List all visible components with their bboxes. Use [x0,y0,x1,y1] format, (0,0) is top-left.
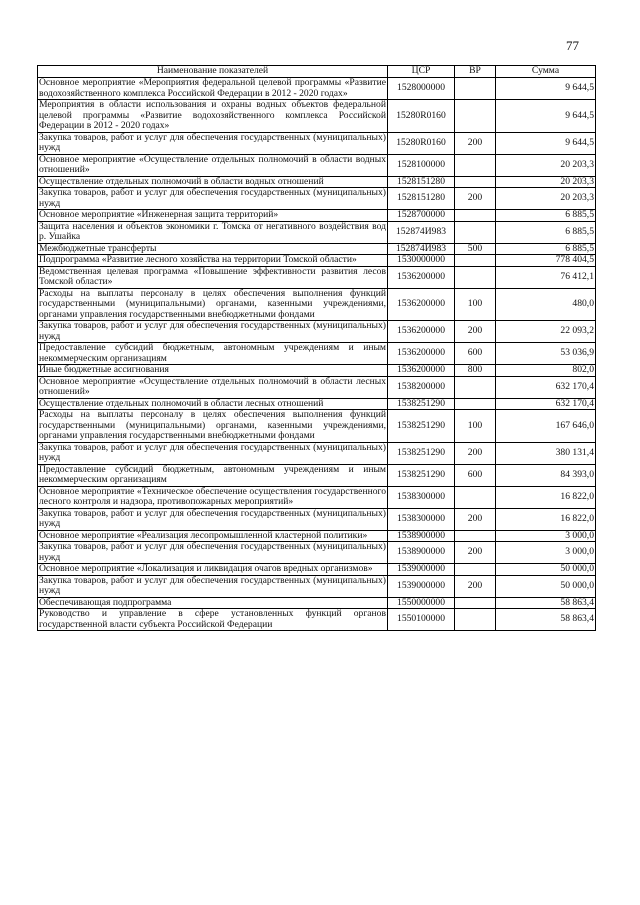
cell-sum: 632 170,4 [496,398,596,410]
cell-csr: 1528151280 [388,176,455,188]
cell-name: Расходы на выплаты персоналу в целях обеспечения выполнения функций государственными (муниципальными) органами, казенными учреждениями, органами управления государственными внебюджетными фондами [39,409,386,441]
cell-sum: 802,0 [496,365,596,377]
cell-csr: 1550000000 [388,597,455,609]
cell-name: Закупка товаров, работ и услуг для обеспечения государственных (муниципальных) нужд [39,541,386,563]
cell-vr [455,221,496,243]
header-sum: Сумма [496,66,596,78]
cell-csr: 1536200000 [388,288,455,321]
table-row [38,376,596,398]
cell-sum: 480,0 [496,288,596,321]
header-name: Наименование показателей [38,66,388,78]
table-row [38,188,596,210]
cell-sum: 16 822,0 [496,486,596,508]
cell-name: Основное мероприятие «Техническое обеспечение осуществления государственного лесного контроля и надзора, противопожарных мероприятий» [39,485,386,507]
cell-name: Основное мероприятие «Локализация и ликвидация очагов вредных организмов» [38,564,388,576]
cell-csr: 1539000000 [388,564,455,576]
table-row [38,365,596,377]
table-row [38,410,596,443]
cell-vr: 800 [455,365,496,377]
cell-name: Расходы на выплаты персоналу в целях обеспечения выполнения функций государственными (муниципальными) органами, казенными учреждениями, органами управления государственными внебюджетными фондами [39,287,386,320]
cell-vr: 200 [455,188,496,210]
cell-vr [455,154,496,176]
cell-vr [455,564,496,576]
cell-sum: 6 885,5 [496,221,596,243]
table-row [38,321,596,343]
cell-sum: 9 644,5 [496,132,596,154]
table-row [38,442,596,464]
table-row [38,530,596,542]
cell-csr: 1536200000 [388,343,455,365]
cell-csr: 1538251290 [388,464,455,486]
cell-csr: 1538251290 [388,398,455,410]
cell-csr: 1528100000 [388,154,455,176]
cell-name: Осуществление отдельных полномочий в области водных отношений [38,176,388,188]
header-csr: ЦСР [388,66,455,78]
cell-vr [455,376,496,398]
cell-vr [455,78,496,100]
table-row [38,100,596,133]
cell-vr [455,100,496,133]
table-row [38,486,596,508]
cell-sum: 380 131,4 [496,442,596,464]
cell-name: Осуществление отдельных полномочий в области лесных отношений [38,398,388,410]
cell-vr: 100 [455,410,496,443]
cell-csr: 1538900000 [388,530,455,542]
cell-name: Основное мероприятие «Реализация лесопромышленной кластерной политики» [38,530,388,542]
table-row [38,609,596,631]
cell-csr: 1528000000 [388,78,455,100]
cell-vr [455,266,496,288]
cell-name: Ведомственная целевая программа «Повышение эффективности развития лесов Томской области» [39,265,386,287]
table-row [38,243,596,255]
cell-sum: 9 644,5 [496,100,596,133]
cell-vr [455,609,496,631]
cell-name: Основное мероприятие «Инженерная защита территорий» [38,210,388,222]
table-row [38,398,596,410]
cell-csr: 1550100000 [388,609,455,631]
cell-csr: 1538251290 [388,410,455,443]
cell-name: Предоставление субсидий бюджетным, автономным учреждениям и иным некоммерческим организациям [39,463,386,485]
cell-vr [455,398,496,410]
cell-vr: 200 [455,575,496,597]
cell-csr: 1538300000 [388,486,455,508]
cell-csr: 1528151280 [388,188,455,210]
cell-name: Закупка товаров, работ и услуг для обеспечения государственных (муниципальных) нужд [39,131,386,153]
cell-csr: 1536200000 [388,266,455,288]
budget-table [37,65,596,631]
cell-sum: 6 885,5 [496,243,596,255]
table-row [38,575,596,597]
cell-sum: 167 646,0 [496,410,596,443]
cell-sum: 20 203,3 [496,176,596,188]
table-row [38,464,596,486]
cell-sum: 20 203,3 [496,188,596,210]
cell-sum: 20 203,3 [496,154,596,176]
table-row [38,255,596,267]
cell-csr: 1536200000 [388,365,455,377]
cell-vr [455,530,496,542]
cell-name: Закупка товаров, работ и услуг для обеспечения государственных (муниципальных) нужд [39,441,386,463]
cell-csr: 152874И983 [388,243,455,255]
cell-csr: 1538900000 [388,542,455,564]
cell-csr: 1530000000 [388,255,455,267]
cell-name: Руководство и управление в сфере установленных функций органов государственной власти субъекта Российской Федерации [39,608,386,630]
table-row [38,154,596,176]
cell-sum: 50 000,0 [496,575,596,597]
table-header-row [38,66,596,78]
cell-vr: 200 [455,132,496,154]
cell-vr: 100 [455,288,496,321]
cell-sum: 50 000,0 [496,564,596,576]
cell-vr: 600 [455,464,496,486]
cell-sum: 58 863,4 [496,597,596,609]
table-row [38,132,596,154]
cell-name: Иные бюджетные ассигнования [38,365,388,377]
cell-vr [455,486,496,508]
cell-vr: 200 [455,442,496,464]
cell-csr: 152874И983 [388,221,455,243]
cell-vr: 600 [455,343,496,365]
cell-name: Основное мероприятие «Мероприятия федеральной целевой программы «Развитие водохозяйственного комплекса Российской Федерации в 2012 - 2020 годах» [39,77,386,99]
header-vr: ВР [455,66,496,78]
cell-name: Закупка товаров, работ и услуг для обеспечения государственных (муниципальных) нужд [39,187,386,209]
cell-sum: 9 644,5 [496,78,596,100]
cell-name: Основное мероприятие «Осуществление отдельных полномочий в области водных отношений» [39,153,386,175]
cell-vr: 200 [455,508,496,530]
table-row [38,78,596,100]
cell-csr: 1539000000 [388,575,455,597]
cell-sum: 22 093,2 [496,321,596,343]
cell-csr: 15280R0160 [388,100,455,133]
table-row [38,564,596,576]
cell-name: Межбюджетные трансферты [38,243,388,255]
cell-name: Защита населения и объектов экономики г. Томска от негативного воздействия вод р. Ушайка [39,220,386,242]
cell-vr [455,210,496,222]
table-row [38,266,596,288]
cell-vr: 200 [455,542,496,564]
cell-csr: 15280R0160 [388,132,455,154]
cell-name: Предоставление субсидий бюджетным, автономным учреждениям и иным некоммерческим организациям [39,342,386,364]
cell-sum: 16 822,0 [496,508,596,530]
table-row [38,508,596,530]
cell-vr: 500 [455,243,496,255]
cell-sum: 76 412,1 [496,266,596,288]
cell-name: Мероприятия в области использования и охраны водных объектов федеральной целевой программы «Развитие водохозяйственного комплекса Российской Федерации в 2012 - 2020 годах» [39,99,386,131]
cell-sum: 3 000,0 [496,542,596,564]
cell-sum: 632 170,4 [496,376,596,398]
cell-name: Закупка товаров, работ и услуг для обеспечения государственных (муниципальных) нужд [39,507,386,529]
cell-csr: 1538251290 [388,442,455,464]
cell-sum: 53 036,9 [496,343,596,365]
cell-vr [455,176,496,188]
cell-name: Основное мероприятие «Осуществление отдельных полномочий в области лесных отношений» [39,375,386,397]
table-row [38,288,596,321]
cell-name: Закупка товаров, работ и услуг для обеспечения государственных (муниципальных) нужд [39,320,386,342]
cell-sum: 778 404,5 [496,255,596,267]
cell-sum: 6 885,5 [496,210,596,222]
cell-name: Обеспечивающая подпрограмма [38,597,388,609]
table-row [38,597,596,609]
cell-vr [455,255,496,267]
cell-csr: 1538300000 [388,508,455,530]
cell-name: Закупка товаров, работ и услуг для обеспечения государственных (муниципальных) нужд [39,574,386,596]
cell-csr: 1528700000 [388,210,455,222]
page-number: 77 [566,38,579,53]
cell-csr: 1536200000 [388,321,455,343]
cell-sum: 3 000,0 [496,530,596,542]
table-row [38,343,596,365]
cell-vr [455,597,496,609]
table-row [38,221,596,243]
cell-vr: 200 [455,321,496,343]
table-row [38,210,596,222]
table-row [38,176,596,188]
cell-sum: 84 393,0 [496,464,596,486]
cell-name: Подпрограмма «Развитие лесного хозяйства на территории Томской области» [38,255,388,267]
cell-sum: 58 863,4 [496,609,596,631]
table-row [38,542,596,564]
cell-csr: 1538200000 [388,376,455,398]
